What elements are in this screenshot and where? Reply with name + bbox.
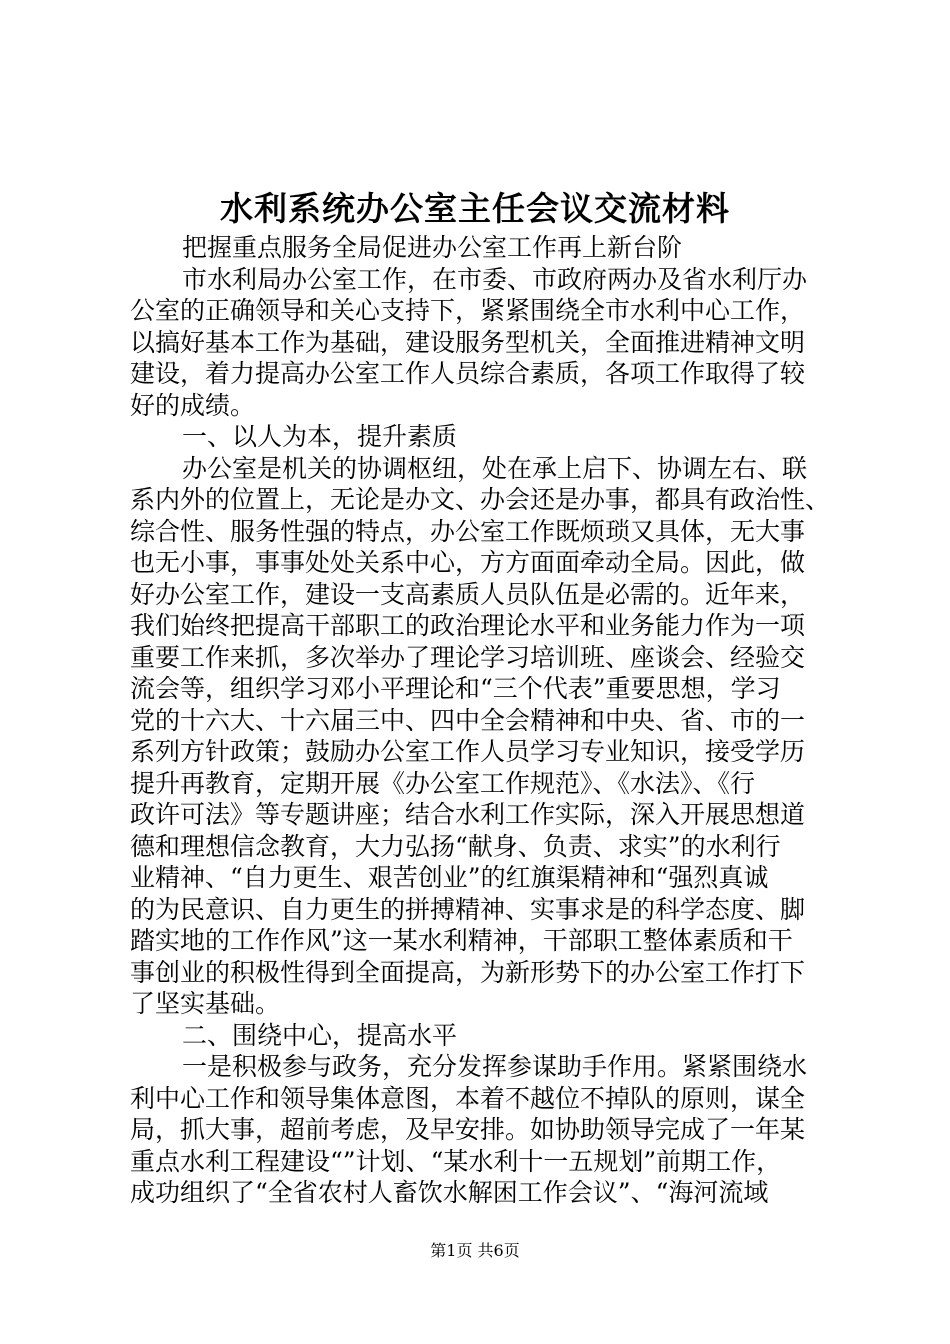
paragraph-line: 提升再教育，定期开展《办公室工作规范》、《水法》、《行	[130, 768, 756, 798]
paragraph-line: 踏实地的工作作风”这一某水利精神，干部职工整体素质和干	[130, 926, 793, 955]
subtitle-line: 把握重点服务全局促进办公室工作再上新台阶	[182, 233, 683, 262]
paragraph-line: 利中心工作和领导集体意图，本着不越位不掉队的原则，谋全	[130, 1083, 806, 1113]
paragraph-line: 办公室是机关的协调枢纽，处在承上启下、协调左右、联	[182, 453, 808, 483]
paragraph-line: 重要工作来抓，多次举办了理论学习培训班、座谈会、经验交	[130, 642, 806, 672]
paragraph-line: 以搞好基本工作为基础，建设服务型机关，全面推进精神文明	[130, 327, 806, 357]
paragraph-line: 的为民意识、自力更生的拼搏精神、实事求是的科学态度、脚	[130, 894, 806, 924]
paragraph-line: 了坚实基础。	[130, 989, 281, 1018]
document-body	[130, 232, 830, 1209]
paragraph-line: 重点水利工程建设“”计划、“某水利十一五规划”前期工作，	[130, 1146, 782, 1176]
paragraph-line: 业精神、“自力更生、艰苦创业”的红旗渠精神和“强烈真诚	[130, 863, 769, 892]
section-heading: 一、以人为本，提升素质	[182, 422, 458, 451]
paragraph-line: 局，抓大事，超前考虑，及早安排。如协助领导完成了一年某	[130, 1115, 806, 1144]
paragraph-line: 成功组织了“全省农村人畜饮水解困工作会议”、“海河流域	[130, 1178, 769, 1207]
paragraph-line: 也无小事，事事处处关系中心，方方面面牵动全局。因此，做	[130, 548, 806, 577]
paragraph-line: 市水利局办公室工作，在市委、市政府两办及省水利厅办	[182, 264, 808, 294]
paragraph-line: 我们始终把提高干部职工的政治理论水平和业务能力作为一项	[130, 611, 806, 640]
paragraph-line: 系内外的位置上，无论是办文、办会还是办事，都具有政治性、	[130, 485, 831, 514]
paragraph-line: 综合性、服务性强的特点，办公室工作既烦琐又具体，无大事	[130, 516, 806, 546]
page-footer: 第1页 共6页	[430, 1241, 520, 1260]
paragraph-line: 好办公室工作，建设一支高素质人员队伍是必需的。近年来，	[130, 579, 806, 609]
paragraph-line: 政许可法》等专题讲座；结合水利工作实际，深入开展思想道	[130, 800, 806, 829]
paragraph-line: 党的十六大、十六届三中、四中全会精神和中央、省、市的一	[130, 705, 806, 735]
paragraph-line: 事创业的积极性得到全面提高，为新形势下的办公室工作打下	[130, 957, 806, 987]
paragraph-line: 流会等，组织学习邓小平理论和“三个代表”重要思想，学习	[130, 674, 781, 703]
section-heading: 二、围绕中心，提高水平	[182, 1020, 458, 1050]
paragraph-line: 好的成绩。	[130, 390, 256, 420]
document-title: 水利系统办公室主任会议交流材料	[220, 189, 730, 228]
paragraph-line: 系列方针政策；鼓励办公室工作人员学习专业知识，接受学历	[130, 737, 806, 766]
paragraph-line: 公室的正确领导和关心支持下，紧紧围绕全市水利中心工作，	[130, 296, 806, 325]
paragraph-line: 德和理想信念教育，大力弘扬“献身、负责、求实”的水利行	[130, 831, 781, 861]
paragraph-line: 一是积极参与政务，充分发挥参谋助手作用。紧紧围绕水	[182, 1052, 808, 1081]
paragraph-line: 建设，着力提高办公室工作人员综合素质，各项工作取得了较	[130, 359, 806, 388]
